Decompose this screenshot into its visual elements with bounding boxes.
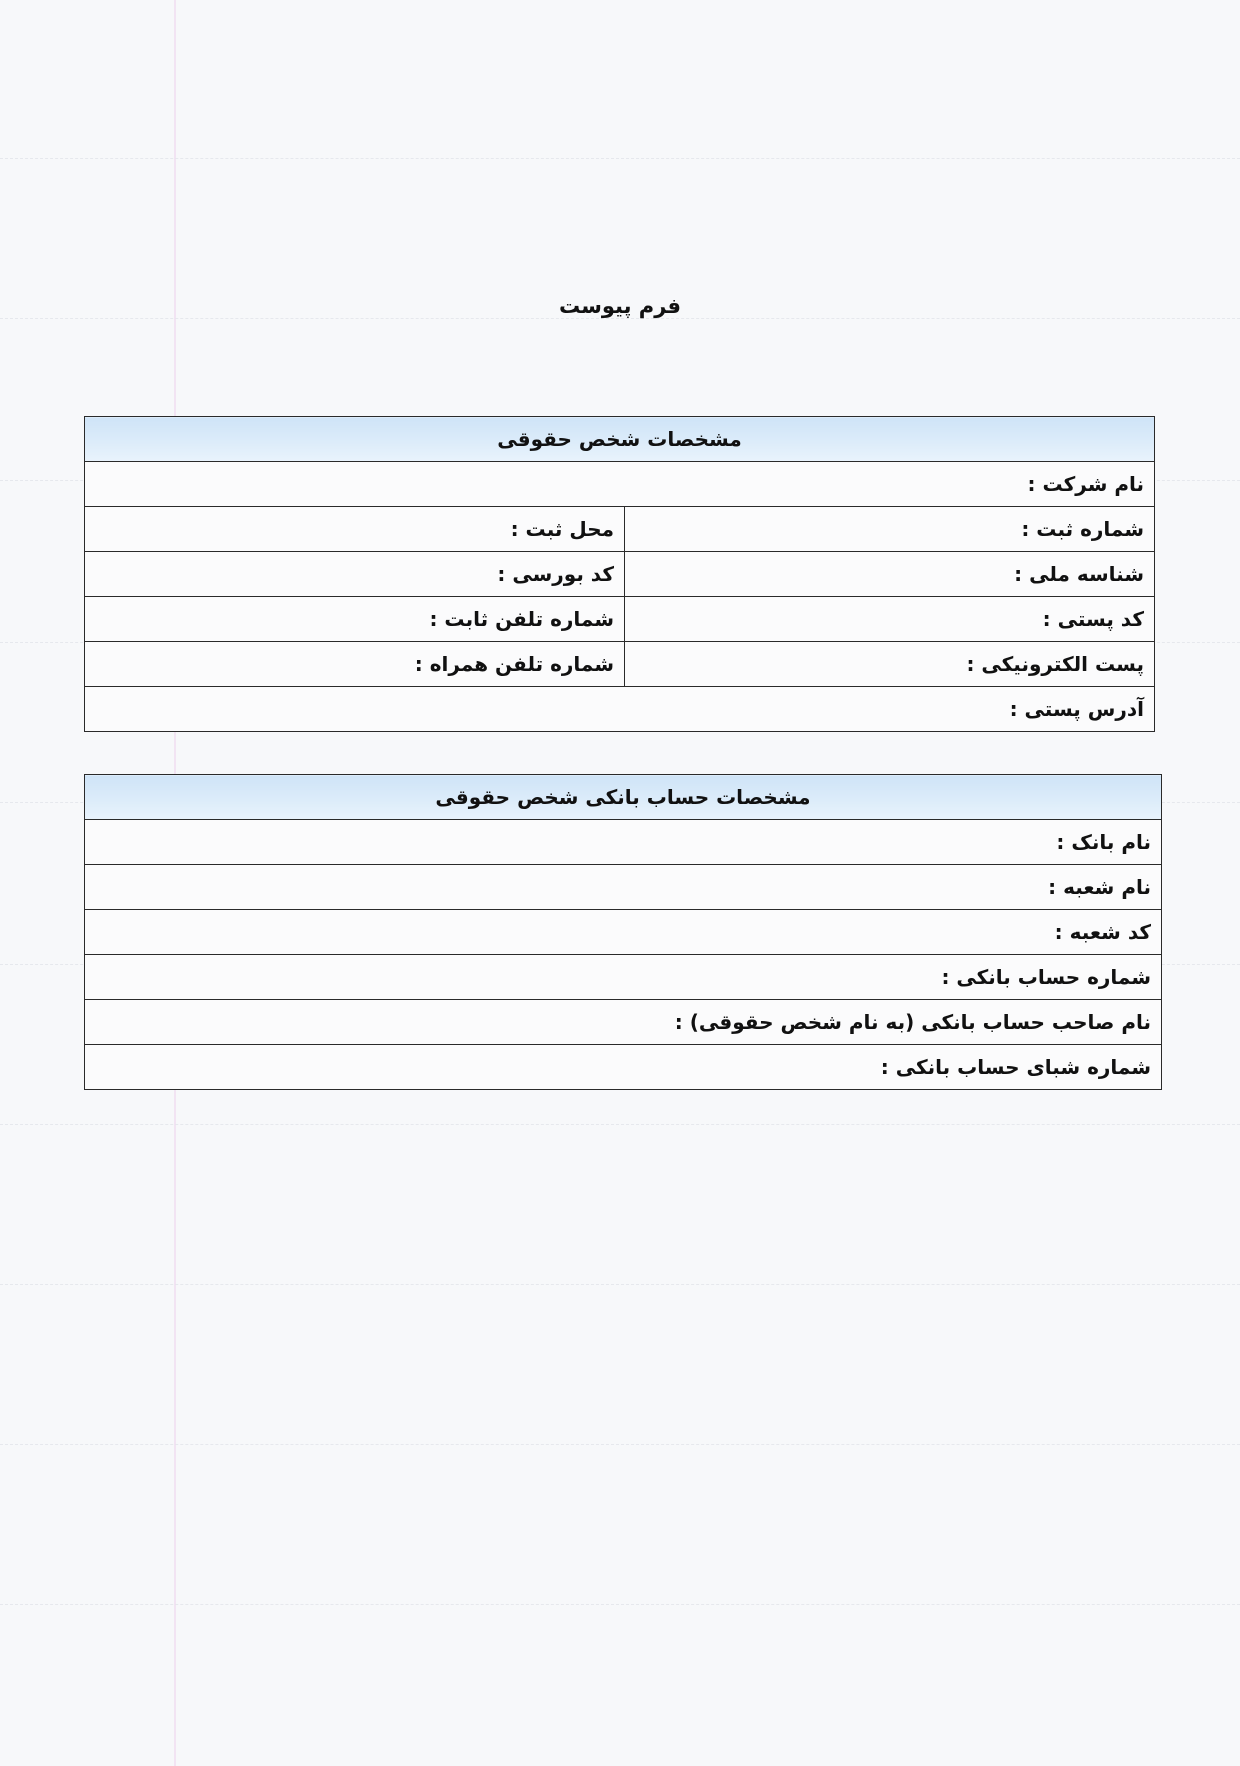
table-row <box>85 687 1155 732</box>
mobile-field[interactable]: شماره تلفن همراه : <box>85 642 625 687</box>
account-holder-field[interactable]: نام صاحب حساب بانکی (به نام شخص حقوقی) : <box>85 1000 1162 1045</box>
scan-guide-line <box>0 1604 1240 1605</box>
table-row <box>85 820 1162 865</box>
registration-number-field[interactable]: شماره ثبت : <box>625 507 1155 552</box>
account-number-field[interactable]: شماره حساب بانکی : <box>85 955 1162 1000</box>
branch-name-field[interactable]: نام شعبه : <box>85 865 1162 910</box>
email-field[interactable]: پست الکترونیکی : <box>625 642 1155 687</box>
company-name-field[interactable]: نام شرکت : <box>85 462 1155 507</box>
scan-guide-line <box>0 1444 1240 1445</box>
legal-entity-header: مشخصات شخص حقوقی <box>85 417 1155 462</box>
table-row <box>85 1045 1162 1090</box>
scan-guide-line <box>0 1284 1240 1285</box>
table-row <box>85 1000 1162 1045</box>
table-row <box>85 865 1162 910</box>
legal-entity-table <box>84 416 1155 732</box>
table-row <box>85 955 1162 1000</box>
branch-code-field[interactable]: کد شعبه : <box>85 910 1162 955</box>
table-row <box>85 597 1155 642</box>
page-title: فرم پیوست <box>558 294 682 318</box>
table-row <box>85 552 1155 597</box>
table-header-row <box>85 417 1155 462</box>
bank-name-field[interactable]: نام بانک : <box>85 820 1162 865</box>
table-row <box>85 642 1155 687</box>
exchange-code-field[interactable]: کد بورسی : <box>85 552 625 597</box>
bank-account-table <box>84 774 1162 1090</box>
bank-account-header: مشخصات حساب بانکی شخص حقوقی <box>85 775 1162 820</box>
table-row <box>85 462 1155 507</box>
landline-field[interactable]: شماره تلفن ثابت : <box>85 597 625 642</box>
table-row <box>85 507 1155 552</box>
sheba-number-field[interactable]: شماره شبای حساب بانکی : <box>85 1045 1162 1090</box>
scan-guide-line <box>0 1124 1240 1125</box>
table-row <box>85 910 1162 955</box>
registration-place-field[interactable]: محل ثبت : <box>85 507 625 552</box>
postal-address-field[interactable]: آدرس پستی : <box>85 687 1155 732</box>
table-header-row <box>85 775 1162 820</box>
national-id-field[interactable]: شناسه ملی : <box>625 552 1155 597</box>
scan-guide-line <box>0 318 1240 319</box>
postal-code-field[interactable]: کد پستی : <box>625 597 1155 642</box>
scan-guide-line <box>0 158 1240 159</box>
